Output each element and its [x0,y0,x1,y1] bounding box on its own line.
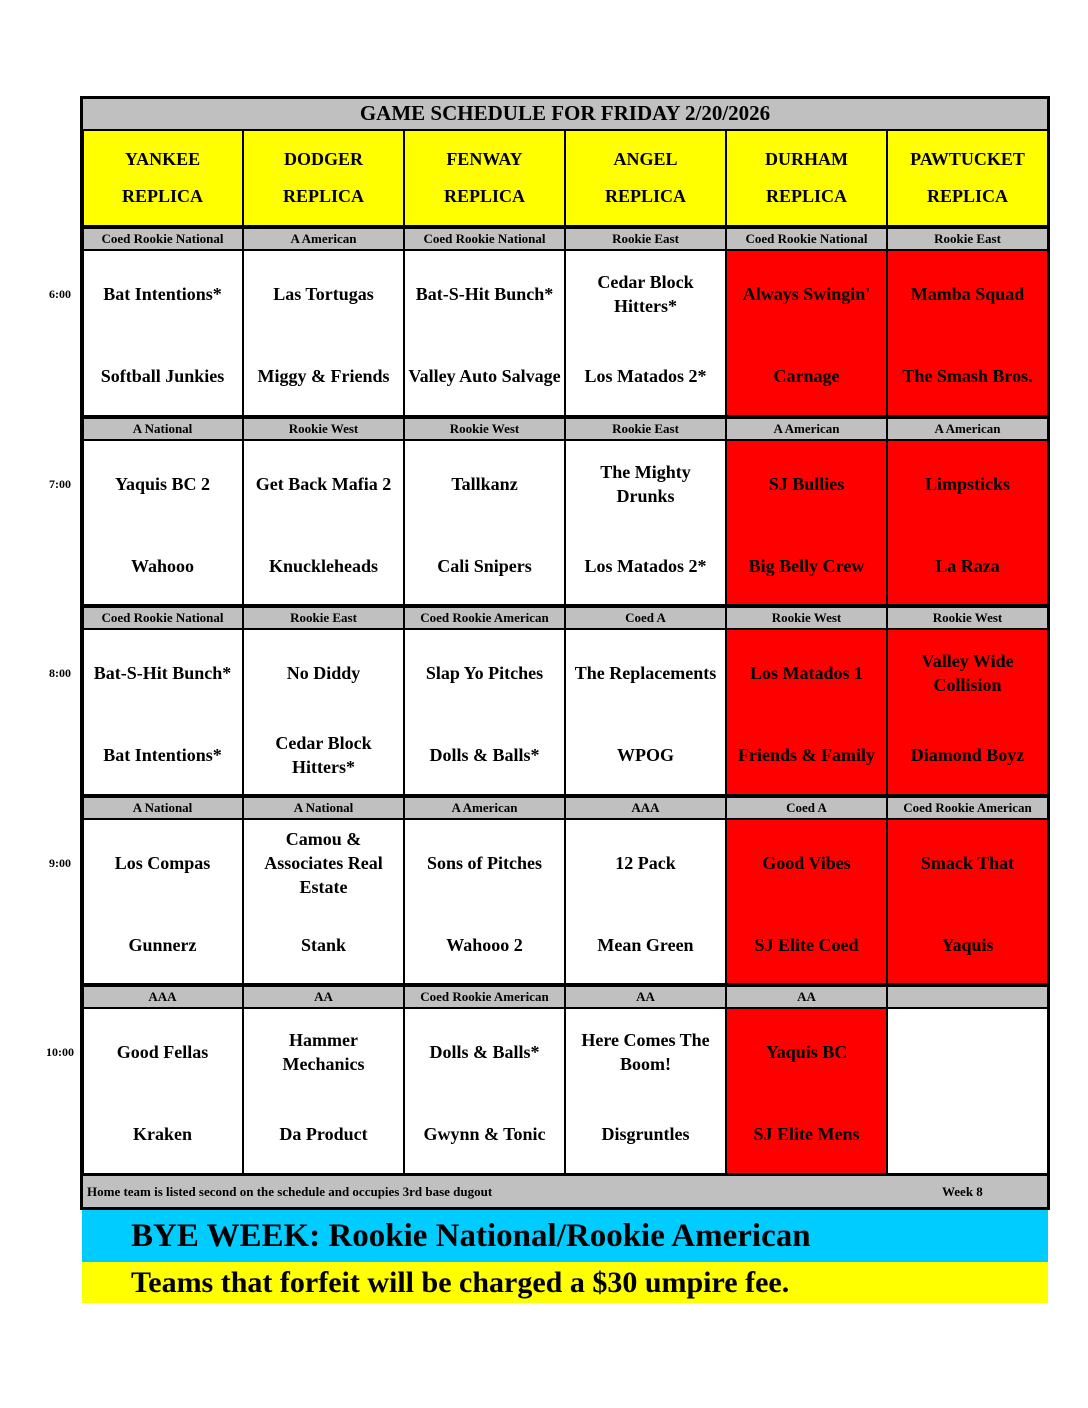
home-team: Bat Intentions* [103,745,222,765]
away-team: The Mighty Drunks [600,462,691,506]
field-name: DODGER [283,149,363,169]
grid-line [886,130,888,1174]
division-label: A American [887,418,1048,440]
home-team [887,1094,1048,1174]
home-team: WPOG [617,745,674,765]
home-team: Yaquis [941,935,994,955]
grid-line [564,130,566,1174]
division-label: A National [243,797,404,819]
division-label: Coed Rookie National [404,228,565,250]
grid-line [1047,97,1050,1208]
away-team: Bat Intentions* [103,284,222,304]
division-label: Rookie West [243,418,404,440]
division-label: Rookie East [565,418,726,440]
home-team: La Raza [935,556,1000,576]
grid-line [403,130,405,1174]
home-team: Cedar Block Hitters* [275,733,372,777]
field-subtitle: REPLICA [121,186,203,206]
field-header-durham [726,130,887,226]
away-team: Mamba Squad [910,284,1025,304]
time-label: 6:00 [49,287,71,301]
home-team-note: Home team is listed second on the schedule and occupies 3rd base dugout [87,1183,493,1199]
home-team: Wahooo 2 [446,935,523,955]
division-label: A American [404,797,565,819]
division-label: Rookie East [243,607,404,629]
division-label: Coed Rookie National [82,607,243,629]
division-label: Rookie West [887,607,1048,629]
home-team: SJ Elite Mens [753,1124,860,1144]
grid-line [80,96,1050,99]
home-team: The Smash Bros. [902,366,1033,386]
away-team: Cedar Block Hitters* [597,272,694,316]
away-team: 12 Pack [615,853,676,873]
division-label: Coed Rookie American [404,607,565,629]
time-label: 7:00 [49,477,71,491]
home-team: Diamond Boyz [910,745,1025,765]
away-team: Bat-S-Hit Bunch* [415,284,554,304]
home-team: Disgruntles [601,1124,690,1144]
field-header-yankee [82,130,243,226]
home-team: Gunnerz [128,935,197,955]
home-team: Gwynn & Tonic [423,1124,546,1144]
field-name: PAWTUCKET [910,149,1025,169]
home-team: Dolls & Balls* [429,745,540,765]
division-label: A National [82,797,243,819]
home-team: Valley Auto Salvage [408,366,561,386]
division-label: Coed Rookie National [726,228,887,250]
division-label: Rookie West [726,607,887,629]
division-label: Rookie East [565,228,726,250]
away-team: Yaquis BC 2 [114,474,211,494]
away-team: Las Tortugas [273,284,374,304]
away-team: Always Swingin' [742,284,871,304]
field-name: YANKEE [124,149,201,169]
division-label: Rookie East [887,228,1048,250]
away-team: Smack That [920,853,1015,873]
away-team: Here Comes The Boom! [581,1030,710,1074]
home-team: Los Matados 2* [584,366,707,386]
division-label: Coed Rookie American [887,797,1048,819]
home-team: Carnage [773,366,840,386]
division-label: Coed A [565,607,726,629]
away-team: No Diddy [286,663,361,683]
division-label: AA [726,986,887,1008]
forfeit-notice-banner [82,1262,1048,1303]
home-team: Da Product [279,1124,368,1144]
away-team: SJ Bullies [768,474,845,494]
home-team: Mean Green [597,935,694,955]
grid-line [80,1207,1050,1210]
division-label: AA [243,986,404,1008]
field-name: FENWAY [446,149,523,169]
bye-week-text: BYE WEEK: Rookie National/Rookie American [131,1217,811,1254]
time-label: 10:00 [46,1045,74,1059]
away-team: Tallkanz [451,474,518,494]
field-subtitle: REPLICA [604,186,686,206]
home-team: Friends & Family [738,745,875,765]
field-name: DURHAM [765,149,848,169]
bye-week-banner [82,1210,1048,1262]
home-team: Wahooo [130,556,195,576]
division-label: A National [82,418,243,440]
home-team: Softball Junkies [100,366,225,386]
division-label: Coed Rookie National [82,228,243,250]
home-team: SJ Elite Coed [754,935,859,955]
field-subtitle: REPLICA [443,186,525,206]
away-team: Los Matados 1 [749,663,863,683]
division-label: A American [726,418,887,440]
grid-line [725,130,727,1174]
time-label: 9:00 [49,856,71,870]
division-label: Rookie West [404,418,565,440]
division-label: Coed A [726,797,887,819]
field-header-angel [565,130,726,226]
away-team [887,1012,1048,1092]
home-team: Big Belly Crew [748,556,865,576]
away-team: Valley Wide Collision [921,651,1014,695]
home-team: Knuckleheads [268,556,379,576]
away-team: Sons of Pitches [426,853,542,873]
away-team: Hammer Mechanics [282,1030,365,1074]
home-team: Los Matados 2* [584,556,707,576]
away-team: Slap Yo Pitches [425,663,544,683]
division-label: AA [565,986,726,1008]
grid-line [80,97,83,1208]
grid-line [242,130,244,1174]
week-label: Week 8 [942,1183,983,1199]
away-team: The Replacements [574,663,717,683]
away-team: Good Vibes [762,853,851,873]
away-team: Limpsticks [924,474,1011,494]
field-subtitle: REPLICA [765,186,847,206]
away-team: Los Compas [114,853,211,873]
field-header-fenway [404,130,565,226]
footer-bar [82,1175,1048,1208]
home-team: Kraken [132,1124,192,1144]
field-subtitle: REPLICA [282,186,364,206]
away-team: Bat-S-Hit Bunch* [93,663,232,683]
schedule-title: GAME SCHEDULE FOR FRIDAY 2/20/2026 [82,97,1048,130]
division-label: AAA [565,797,726,819]
away-team: Yaquis BC [765,1042,848,1062]
away-team: Get Back Mafia 2 [255,474,392,494]
field-subtitle: REPLICA [926,186,1008,206]
division-label [887,986,1048,1008]
home-team: Cali Snipers [437,556,532,576]
away-team: Good Fellas [116,1042,209,1062]
home-team: Miggy & Friends [257,366,390,386]
home-team: Stank [300,935,347,955]
time-label: 8:00 [49,666,71,680]
division-label: A American [243,228,404,250]
away-team: Camou & Associates Real Estate [264,829,383,897]
field-header-pawtucket [887,130,1048,226]
division-label: AAA [82,986,243,1008]
division-label: Coed Rookie American [404,986,565,1008]
field-header-dodger [243,130,404,226]
forfeit-notice-text: Teams that forfeit will be charged a $30 umpire fee. [131,1265,790,1299]
away-team: Dolls & Balls* [429,1042,540,1062]
field-name: ANGEL [613,149,678,169]
